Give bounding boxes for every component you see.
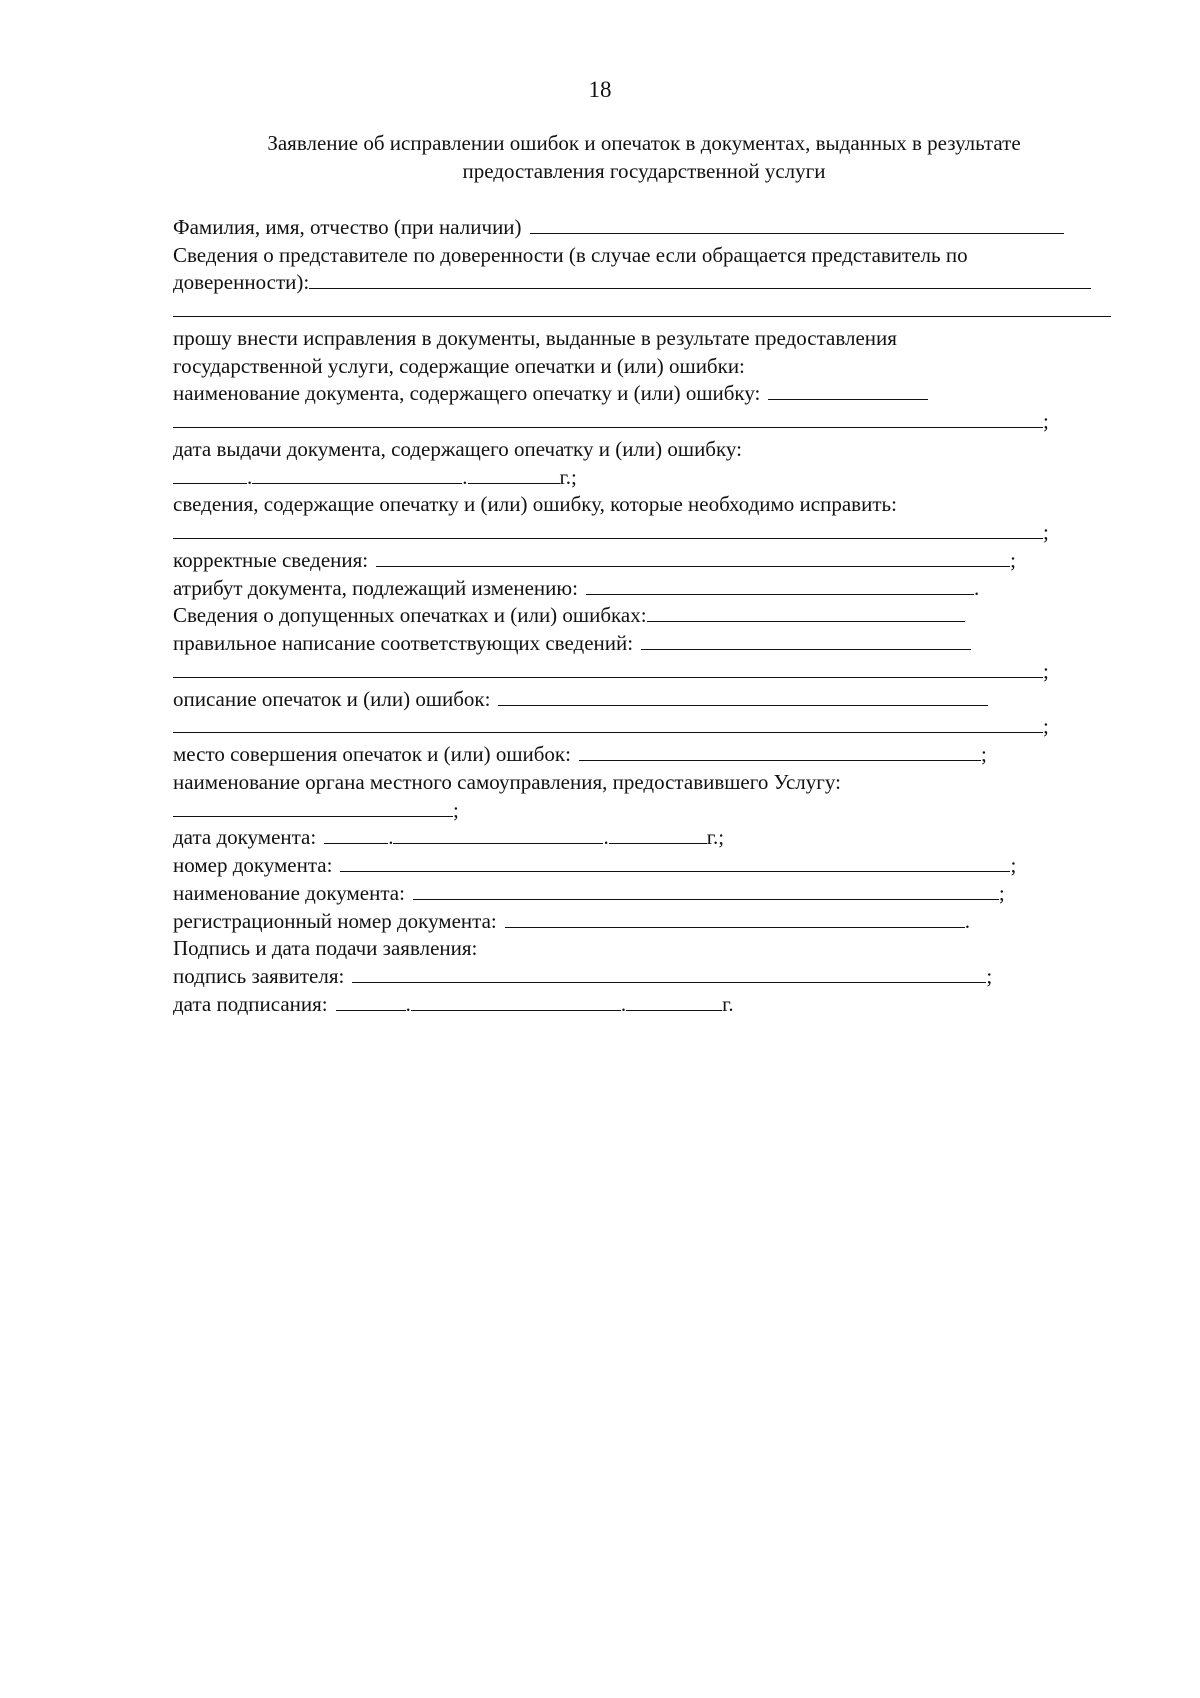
date-dot: . xyxy=(247,464,253,489)
semicolon: ; xyxy=(1043,714,1049,739)
signature-section-row xyxy=(173,934,1123,962)
correct-spelling-row-2 xyxy=(173,656,1123,684)
fio-label: Фамилия, имя, отчество (при наличии) xyxy=(173,214,522,239)
errors-place-row xyxy=(173,739,1123,767)
reg-number-row xyxy=(173,906,1123,934)
doc-name-error-row-2 xyxy=(173,406,1123,434)
errors-description-row-2 xyxy=(173,712,1123,740)
doc-number-field[interactable] xyxy=(340,871,1010,872)
rep-label-line-2: доверенности): xyxy=(173,270,310,295)
semicolon: ; xyxy=(1043,520,1049,544)
date-dot: . xyxy=(405,991,411,1016)
rep-row-1 xyxy=(173,240,1123,268)
semicolon: ; xyxy=(998,880,1005,905)
correct-info-label: корректные сведения: xyxy=(173,547,369,572)
issue-month-field[interactable] xyxy=(252,483,462,484)
doc-year-field[interactable] xyxy=(609,843,707,844)
fio-field[interactable] xyxy=(530,233,1064,234)
attribute-row xyxy=(173,573,1123,601)
authority-row xyxy=(173,767,1123,795)
document-title xyxy=(196,129,1092,185)
request-row-2 xyxy=(173,351,1123,379)
period: . xyxy=(973,575,980,600)
doc-name-error-field-2[interactable] xyxy=(173,427,1043,428)
info-error-field-row xyxy=(173,517,1123,545)
date-dot: . xyxy=(462,464,468,489)
errors-place-field[interactable] xyxy=(579,760,981,761)
signing-date-row xyxy=(173,989,1123,1017)
request-row-1 xyxy=(173,323,1123,351)
doc-name-error-row xyxy=(173,379,1123,407)
correct-spelling-field[interactable] xyxy=(641,649,971,650)
errors-description-label: описание опечаток и (или) ошибок: xyxy=(173,686,491,711)
errors-info-row xyxy=(173,601,1123,629)
errors-info-label: Сведения о допущенных опечатках и (или) ошибках: xyxy=(173,603,647,628)
applicant-signature-field[interactable] xyxy=(352,982,986,983)
doc-name-field[interactable] xyxy=(413,899,999,900)
year-suffix: г. xyxy=(722,991,734,1016)
errors-info-field[interactable] xyxy=(647,621,965,622)
semicolon: ; xyxy=(1010,547,1016,572)
correct-info-row xyxy=(173,545,1123,573)
authority-field-row xyxy=(173,795,1123,823)
doc-date-row xyxy=(173,823,1123,851)
issue-date-fields-row xyxy=(173,462,1123,490)
rep-field[interactable] xyxy=(309,288,1091,289)
issue-date-label: дата выдачи документа, содержащего опечатку и (или) ошибку: xyxy=(173,436,742,461)
semicolon: ; xyxy=(986,964,993,988)
errors-description-row xyxy=(173,684,1123,712)
info-error-field[interactable] xyxy=(173,538,1043,539)
request-line-1: прошу внести исправления в документы, выданные в результате предоставления xyxy=(173,325,897,350)
attribute-label: атрибут документа, подлежащий изменению: xyxy=(173,575,578,600)
attribute-field[interactable] xyxy=(586,594,974,595)
doc-name-label: наименование документа: xyxy=(173,880,405,905)
rep-label-line-1: Сведения о представителе по доверенности (в случае если обращается представитель по xyxy=(173,242,968,267)
correct-spelling-label: правильное написание соответствующих сведений: xyxy=(173,631,634,655)
signing-date-label: дата подписания: xyxy=(173,991,328,1016)
doc-month-field[interactable] xyxy=(393,843,603,844)
issue-day-field[interactable] xyxy=(173,483,247,484)
reg-number-label: регистрационный номер документа: xyxy=(173,908,497,933)
semicolon: ; xyxy=(453,797,459,822)
request-line-2: государственной услуги, содержащие опечатки и (или) ошибки: xyxy=(173,353,745,378)
semicolon: ; xyxy=(1043,658,1049,683)
correct-info-field[interactable] xyxy=(376,566,1010,567)
applicant-signature-label: подпись заявителя: xyxy=(173,964,345,988)
doc-number-label: номер документа: xyxy=(173,853,333,877)
reg-number-field[interactable] xyxy=(505,927,965,928)
applicant-signature-row xyxy=(173,961,1123,989)
title-line-1: Заявление об исправлении ошибок и опечаток в документах, выданных в результате xyxy=(267,131,1021,155)
issue-year-field[interactable] xyxy=(468,483,560,484)
correct-spelling-row xyxy=(173,628,1123,656)
doc-date-label: дата документа: xyxy=(173,825,317,850)
signing-day-field[interactable] xyxy=(336,1010,406,1011)
errors-description-field[interactable] xyxy=(498,705,988,706)
errors-description-field-2[interactable] xyxy=(173,732,1043,733)
signing-year-field[interactable] xyxy=(626,1010,722,1011)
date-dot: . xyxy=(603,825,609,850)
semicolon: ; xyxy=(1043,409,1049,433)
application-form xyxy=(173,212,1123,1017)
fio-row xyxy=(173,212,1123,240)
issue-date-row xyxy=(173,434,1123,462)
title-line-2: предоставления государственной услуги xyxy=(462,159,826,183)
year-suffix: г.; xyxy=(706,825,725,850)
info-error-row xyxy=(173,490,1123,518)
info-error-label: сведения, содержащие опечатку и (или) ошибку, которые необходимо исправить: xyxy=(173,492,897,517)
period: . xyxy=(964,908,970,933)
rep-row-2 xyxy=(173,268,1123,296)
errors-place-label: место совершения опечаток и (или) ошибок: xyxy=(173,742,571,766)
semicolon: ; xyxy=(980,742,987,766)
doc-name-error-field[interactable] xyxy=(768,399,928,400)
authority-label: наименование органа местного самоуправления, предоставившего Услугу: xyxy=(173,769,841,794)
correct-spelling-field-2[interactable] xyxy=(173,677,1043,678)
date-dot: . xyxy=(620,991,627,1016)
doc-number-row xyxy=(173,850,1123,878)
signing-month-field[interactable] xyxy=(411,1010,621,1011)
doc-day-field[interactable] xyxy=(324,843,388,844)
rep-field-extra[interactable] xyxy=(173,316,1111,317)
page-number: 18 xyxy=(588,77,612,102)
doc-name-error-label: наименование документа, содержащего опечатку и (или) ошибку: xyxy=(173,381,761,406)
rep-row-3 xyxy=(173,295,1123,323)
year-suffix: г.; xyxy=(559,464,577,489)
semicolon: ; xyxy=(1010,853,1017,877)
date-dot: . xyxy=(388,825,394,850)
doc-name-row xyxy=(173,878,1123,906)
signature-section-label: Подпись и дата подачи заявления: xyxy=(173,936,478,961)
authority-field[interactable] xyxy=(173,816,453,817)
